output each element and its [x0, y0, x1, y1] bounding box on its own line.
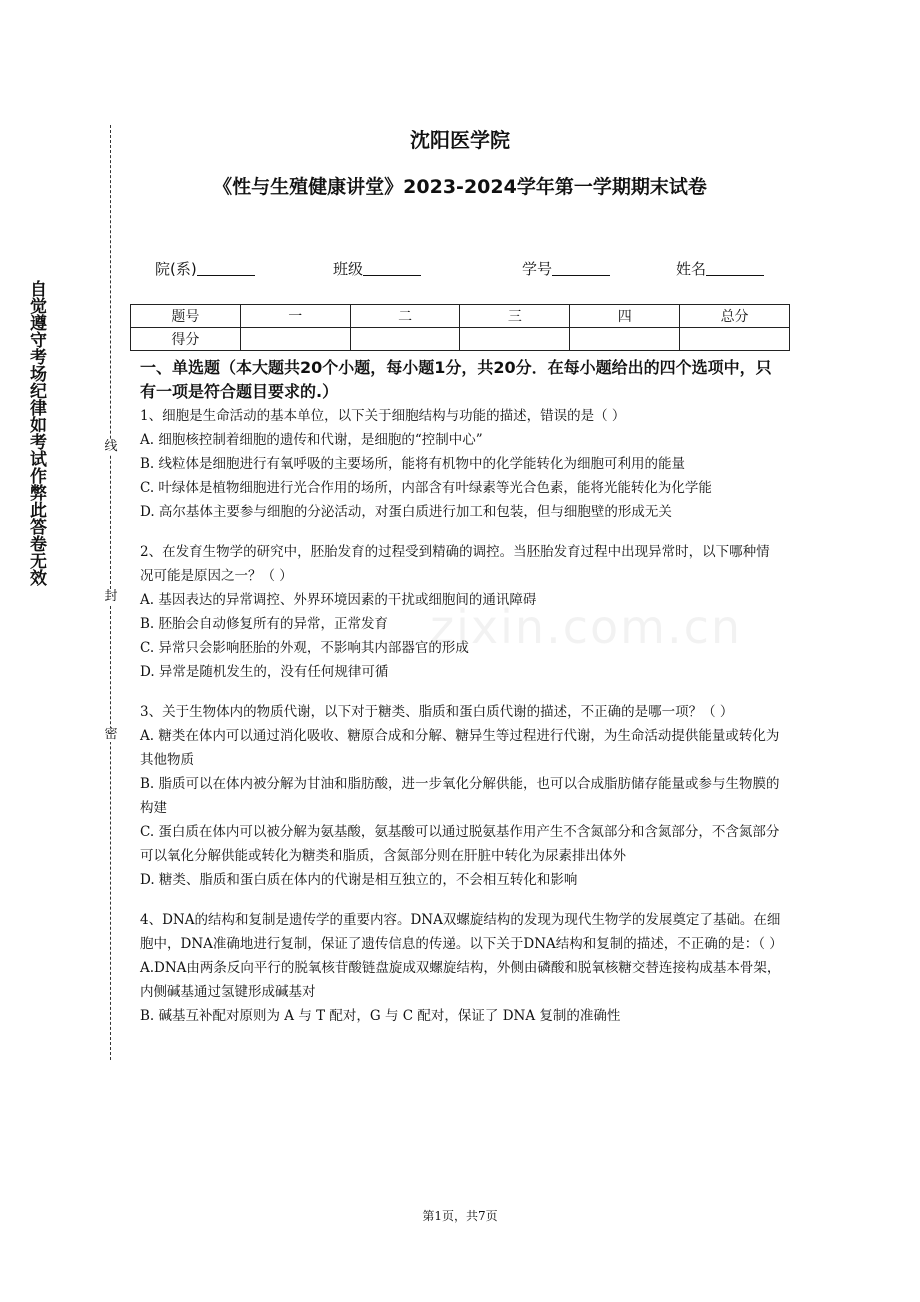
score-row-label: 得分 — [131, 328, 241, 351]
question-option: A. 细胞核控制着细胞的遗传和代谢，是细胞的“控制中心” — [140, 432, 483, 448]
question-2 — [140, 540, 782, 684]
page-footer: 第1页，共7页 — [422, 1209, 498, 1223]
question-option: B. 碱基互补配对原则为 A 与 T 配对，G 与 C 配对，保证了 DNA 复制的准确性 — [140, 1008, 621, 1024]
question-stem: 2、在发育生物学的研究中，胚胎发育的过程受到精确的调控。当胚胎发育过程中出现异常时，以下哪种情况可能是原因之一？（ ） — [140, 544, 770, 584]
question-option: B. 胚胎会自动修复所有的异常，正常发育 — [140, 616, 389, 632]
question-stem: 1、细胞是生命活动的基本单位，以下关于细胞结构与功能的描述，错误的是（ ） — [140, 408, 626, 424]
binding-mark-line: 线 — [104, 439, 118, 454]
question-option: B. 线粒体是细胞进行有氧呼吸的主要场所，能将有机物中的化学能转化为细胞可利用的能量 — [140, 456, 686, 472]
question-4 — [140, 908, 782, 1028]
question-3 — [140, 700, 782, 892]
info-class-label: 班级 — [333, 260, 364, 278]
exam-discipline-notice: 自觉遵守考场纪律如考试作弊此答卷无效 — [26, 280, 46, 586]
info-department-label: 院(系) — [155, 260, 197, 278]
score-cell[interactable] — [240, 328, 350, 351]
question-option: A.DNA由两条反向平行的脱氧核苷酸链盘旋成双螺旋结构，外侧由磷酸和脱氧核糖交替连接构成基本骨架，内侧碱基通过氢键形成碱基对 — [140, 960, 781, 1000]
score-cell[interactable] — [570, 328, 680, 351]
info-department-blank[interactable] — [197, 260, 255, 276]
question-option: C. 异常只会影响胚胎的外观，不影响其内部器官的形成 — [140, 640, 469, 656]
watermark: zixin.com.cn — [430, 600, 743, 654]
info-student-id-blank[interactable] — [552, 260, 610, 276]
info-name-blank[interactable] — [706, 260, 764, 276]
question-option: D. 高尔基体主要参与细胞的分泌活动，对蛋白质进行加工和包装，但与细胞壁的形成无关 — [140, 504, 672, 520]
score-header-cell: 三 — [460, 305, 570, 328]
score-table-score-row — [131, 328, 790, 351]
question-option: A. 糖类在体内可以通过消化吸收、糖原合成和分解、糖异生等过程进行代谢，为生命活动提供能量或转化为其他物质 — [140, 728, 780, 768]
score-header-cell: 四 — [570, 305, 680, 328]
score-table-header-row — [131, 305, 790, 328]
score-header-cell: 题号 — [131, 305, 241, 328]
student-info-row — [0, 258, 920, 282]
binding-mark-seal: 封 — [104, 589, 118, 604]
score-cell[interactable] — [350, 328, 460, 351]
info-student-id-label: 学号 — [522, 260, 553, 278]
info-name — [676, 258, 764, 279]
info-student-id — [522, 258, 610, 279]
question-option: A. 基因表达的异常调控、外界环境因素的干扰或细胞间的通讯障碍 — [140, 592, 537, 608]
binding-mark-secret: 密 — [104, 727, 118, 742]
score-cell[interactable] — [460, 328, 570, 351]
score-cell[interactable] — [680, 328, 790, 351]
score-header-cell: 二 — [350, 305, 460, 328]
score-header-cell: 一 — [240, 305, 350, 328]
section-heading: 一、单选题（本大题共20个小题，每小题1分，共20分．在每小题给出的四个选项中，只有一项是符合题目要求的.） — [140, 358, 772, 401]
question-1 — [140, 404, 782, 524]
question-option: C. 叶绿体是植物细胞进行光合作用的场所，内部含有叶绿素等光合色素，能将光能转化为化学能 — [140, 480, 712, 496]
score-header-cell: 总分 — [680, 305, 790, 328]
question-option: D. 异常是随机发生的，没有任何规律可循 — [140, 664, 389, 680]
info-class-blank[interactable] — [363, 260, 421, 276]
info-department — [155, 258, 255, 279]
question-stem: 3、关于生物体内的物质代谢，以下对于糖类、脂质和蛋白质代谢的描述，不正确的是哪一项？（ ） — [140, 704, 734, 720]
score-table — [130, 304, 790, 351]
question-stem: 4、DNA的结构和复制是遗传学的重要内容。DNA双螺旋结构的发现为现代生物学的发展奠定了基础。在细胞中，DNA准确地进行复制，保证了遗传信息的传递。以下关于DNA结构和复制的描述，不正确的是：（ ） — [140, 912, 783, 952]
exam-content — [140, 356, 782, 1028]
question-option: D. 糖类、脂质和蛋白质在体内的代谢是相互独立的，不会相互转化和影响 — [140, 872, 578, 888]
question-option: B. 脂质可以在体内被分解为甘油和脂肪酸，进一步氧化分解供能，也可以合成脂肪储存能量或参与生物膜的构建 — [140, 776, 780, 816]
school-name: 沈阳医学院 — [410, 128, 510, 152]
info-name-label: 姓名 — [676, 260, 707, 278]
question-option: C. 蛋白质在体内可以被分解为氨基酸，氨基酸可以通过脱氨基作用产生不含氮部分和含氮部分，不含氮部分可以氧化分解供能或转化为糖类和脂质，含氮部分则在肝脏中转化为尿素排出体外 — [140, 824, 780, 864]
exam-title: 《性与生殖健康讲堂》2023-2024学年第一学期期末试卷 — [213, 176, 707, 198]
info-class — [333, 258, 421, 279]
